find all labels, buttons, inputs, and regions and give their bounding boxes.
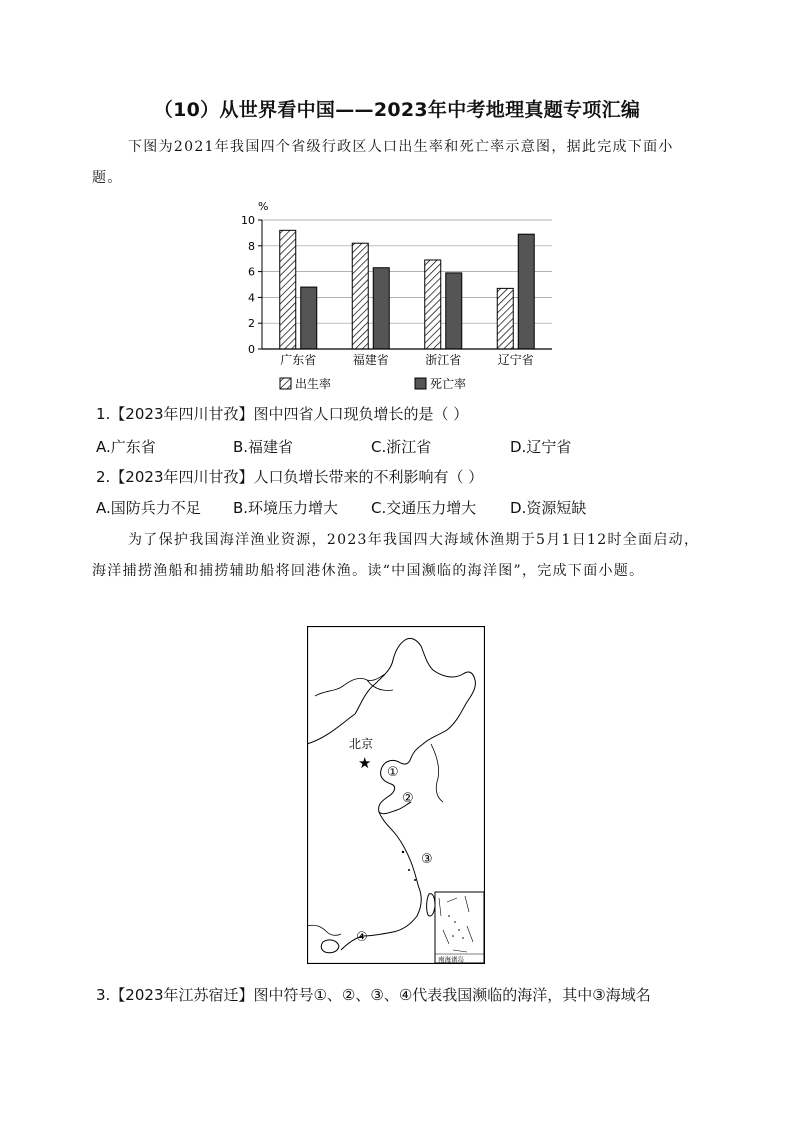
question-3-stem: 3.【2023年江苏宿迁】图中符号①、②、③、④代表我国濒临的海洋，其中③海域名 [96,986,651,1004]
y-tick-label: 8 [248,239,255,253]
option-c[interactable]: C.交通压力增大 [371,499,477,517]
hainan-island [321,940,339,953]
intro-paragraph-1: 下图为2021年我国四个省级行政区人口出生率和死亡率示意图，据此完成下面小题。 [92,139,674,186]
x-category-label: 辽宁省 [497,353,534,367]
birth-rate-bar [280,230,296,349]
death-rate-bar [301,287,317,349]
option-b[interactable]: B.福建省 [233,438,294,456]
question-1-stem: 1.【2023年四川甘孜】图中四省人口现负增长的是（ ） [96,405,469,423]
south-china-sea-inset [435,892,484,963]
y-axis-unit: % [258,200,269,213]
x-category-label: 浙江省 [425,353,462,367]
question-2-options [96,497,716,519]
death-rate-bar [373,268,389,349]
chart-legend [280,376,466,391]
sea-marker-1: ① [387,765,399,780]
beijing-label: 北京 [349,737,374,751]
sea-marker-4: ④ [356,930,368,945]
y-tick-label: 6 [248,265,255,279]
question-1-options [96,436,716,458]
option-b[interactable]: B.环境压力增大 [233,499,339,517]
y-tick-label: 4 [248,291,255,305]
death-rate-bar [446,273,462,349]
legend-label-birth: 出生率 [295,377,332,391]
intro-paragraph-2: 为了保护我国海洋渔业资源，2023年我国四大海域休渔期于5月1日12时全面启动，海洋捕捞渔船和捕捞辅助船将回港休渔。读“中国濒临的海洋图”，完成下面小题。 [92,532,700,579]
sea-marker-2: ② [402,791,414,806]
capital-star-icon: ★ [358,754,372,772]
option-a[interactable]: A.国防兵力不足 [96,499,201,517]
birth-rate-bar [352,243,368,349]
legend-swatch-birth [280,378,291,389]
sea-marker-3: ③ [421,852,433,867]
legend-swatch-death [415,378,426,389]
y-tick-label: 10 [241,214,255,227]
inset-label: 南海诸岛 [438,955,464,964]
page-title: （10）从世界看中国——2023年中考地理真题专项汇编 [153,99,641,121]
birth-rate-bar [497,288,513,349]
option-c[interactable]: C.浙江省 [371,438,432,456]
question-2-stem: 2.【2023年四川甘孜】人口负增长带来的不利影响有（ ） [96,468,484,486]
y-tick-label: 0 [248,343,255,356]
legend-label-death: 死亡率 [430,377,467,391]
option-d[interactable]: D.辽宁省 [510,438,572,456]
x-category-label: 福建省 [352,353,389,367]
option-a[interactable]: A.广东省 [96,438,156,456]
death-rate-bar [518,234,534,349]
y-tick-label: 2 [248,317,255,331]
china-seas-map [307,626,485,964]
option-d[interactable]: D.资源短缺 [510,499,587,517]
taiwan-island [427,894,435,916]
birth-rate-bar [425,260,441,349]
population-rate-chart [240,195,570,395]
x-category-label: 广东省 [280,353,317,367]
